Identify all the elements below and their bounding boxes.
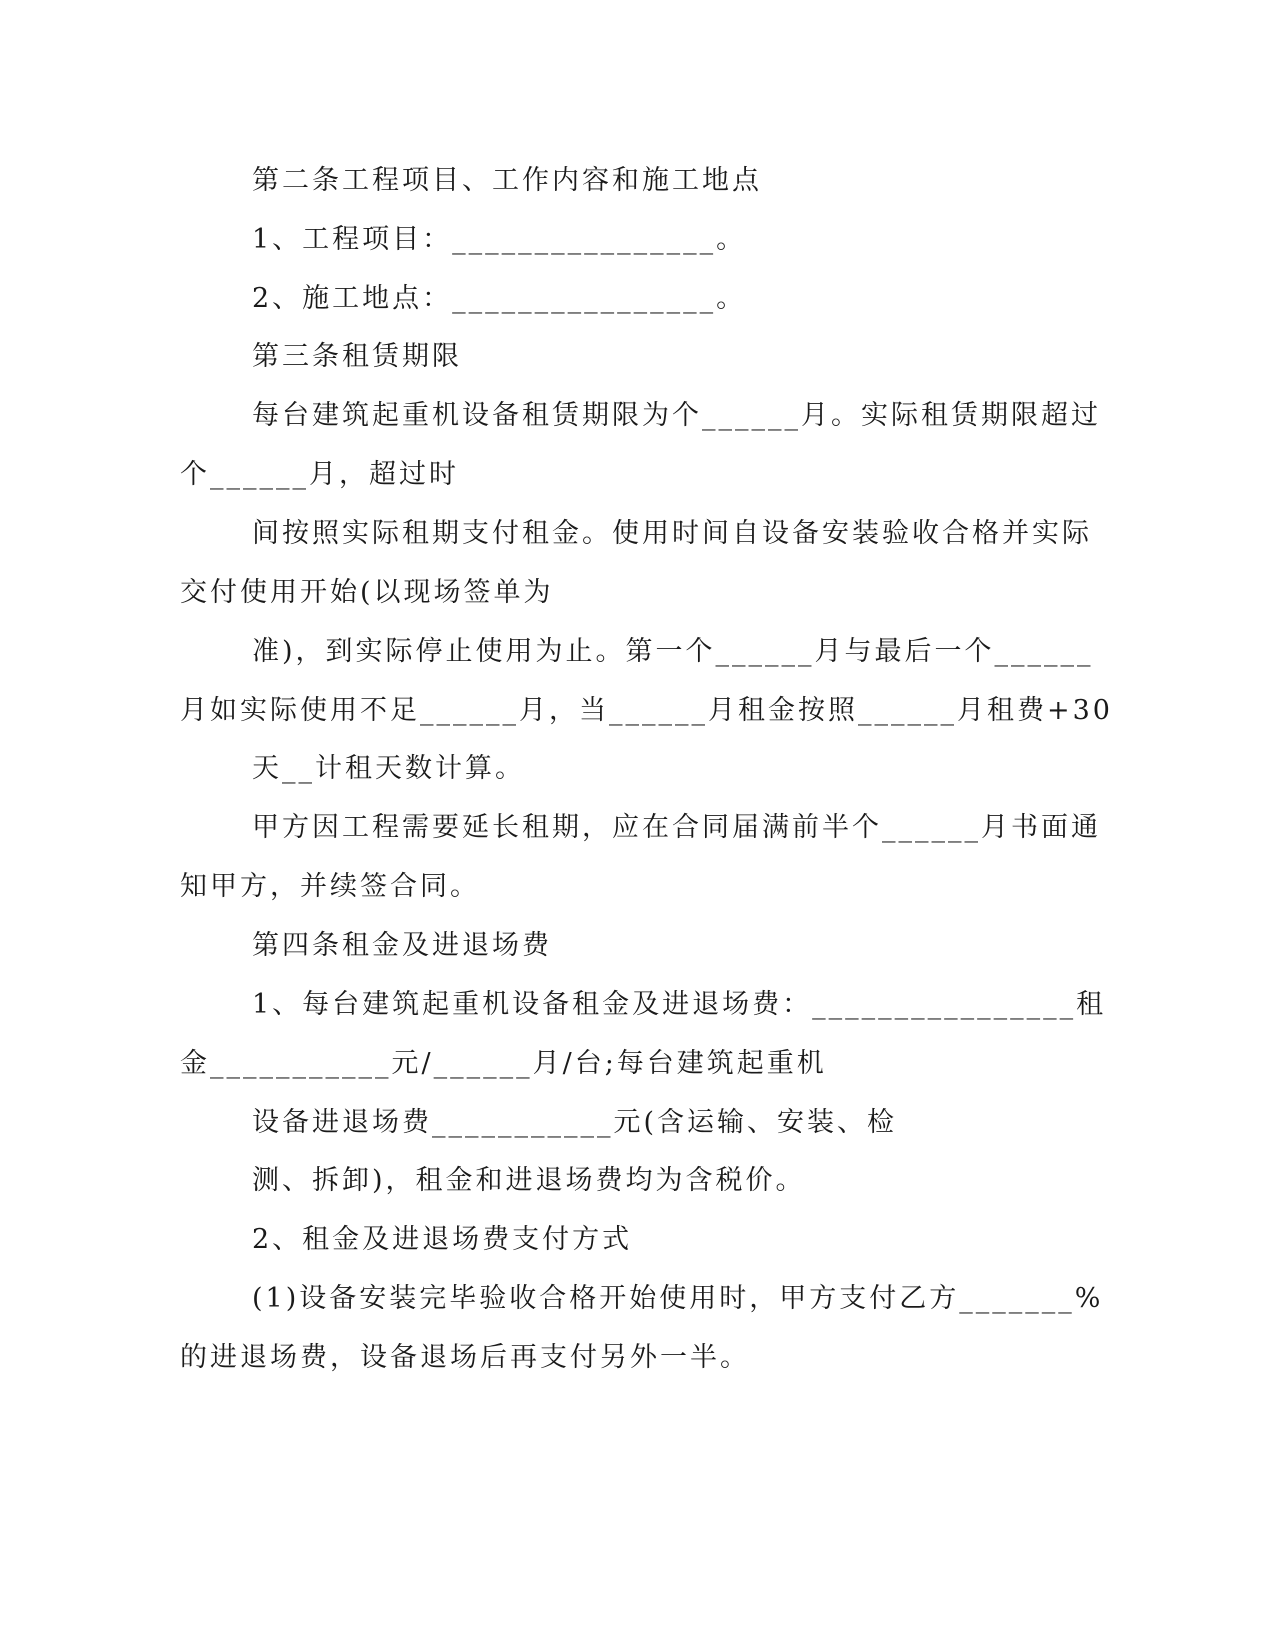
rent-fee-line-4: 测、拆卸)，租金和进退场费均为含税价。	[252, 1165, 806, 1196]
article-4-heading: 第四条租金及进退场费	[252, 930, 552, 961]
lease-term-line-3: 间按照实际租期支付租金。使用时间自设备安装验收合格并实际	[252, 518, 1092, 549]
construction-site-line: 2、施工地点：________________。	[252, 283, 747, 314]
extension-line-1: 甲方因工程需要延长租期，应在合同届满前半个______月书面通	[252, 812, 1101, 843]
lease-term-line-6: 月如实际使用不足______月，当______月租金按照______月租费+30	[180, 695, 1113, 726]
extension-line-2: 知甲方，并续签合同。	[180, 871, 480, 902]
rent-fee-line-3: 设备进退场费___________元(含运输、安装、检	[252, 1107, 898, 1138]
lease-term-line-7: 天__计租天数计算。	[252, 753, 525, 784]
project-item-line: 1、工程项目：________________。	[252, 224, 747, 255]
rent-fee-line-2: 金___________元/______月/台;每台建筑起重机	[180, 1048, 827, 1079]
lease-term-line-1: 每台建筑起重机设备租赁期限为个______月。实际租赁期限超过	[252, 400, 1101, 431]
payment-clause-1-line-1: (1)设备安装完毕验收合格开始使用时，甲方支付乙方_______%	[252, 1283, 1104, 1314]
article-3-heading: 第三条租赁期限	[252, 341, 462, 372]
payment-clause-1-line-2: 的进退场费，设备退场后再支付另外一半。	[180, 1342, 750, 1373]
lease-term-line-4: 交付使用开始(以现场签单为	[180, 577, 554, 608]
article-2-heading: 第二条工程项目、工作内容和施工地点	[252, 165, 762, 196]
rent-fee-line-1: 1、每台建筑起重机设备租金及进退场费：________________租	[252, 989, 1107, 1020]
lease-term-line-2: 个______月，超过时	[180, 459, 459, 490]
lease-term-line-5: 准)，到实际停止使用为止。第一个______月与最后一个______	[252, 636, 1094, 667]
payment-method-heading: 2、租金及进退场费支付方式	[252, 1224, 633, 1255]
